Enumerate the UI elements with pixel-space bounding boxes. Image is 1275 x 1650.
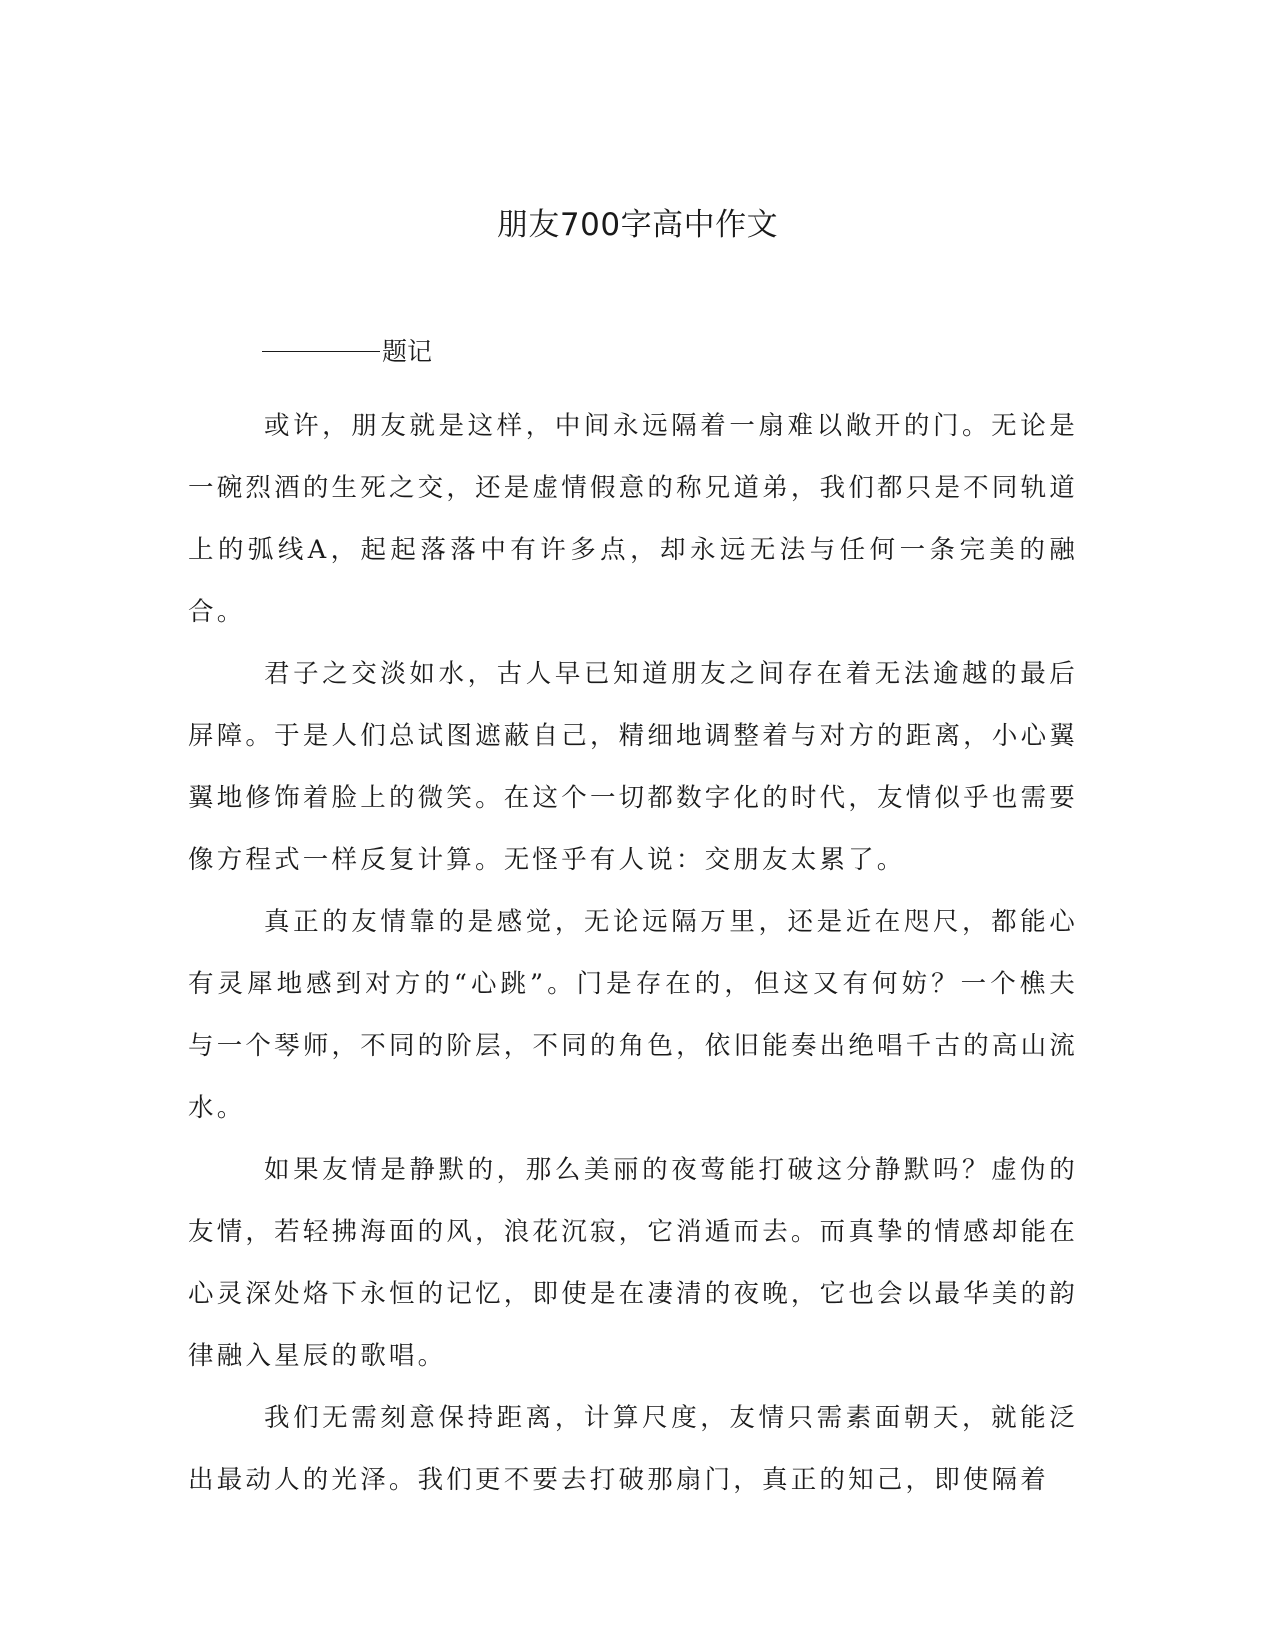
- document-body: [188, 395, 1078, 1511]
- document-title: 朋友700字高中作文: [496, 207, 779, 243]
- epigraph-label: 题记: [382, 337, 433, 366]
- epigraph: [262, 333, 432, 371]
- epigraph-dash: [262, 351, 380, 352]
- paragraph-5: 我们无需刻意保持距离，计算尺度，友情只需素面朝天，就能泛出最动人的光泽。我们更不要去打破那扇门，真正的知己，即使隔着: [188, 1403, 1078, 1495]
- paragraph-2: 君子之交淡如水，古人早已知道朋友之间存在着无法逾越的最后屏障。于是人们总试图遮蔽自己，精细地调整着与对方的距离，小心翼翼地修饰着脸上的微笑。在这个一切都数字化的时代，友情似乎也需要像方程式一样反复计算。无怪乎有人说：交朋友太累了。: [188, 659, 1078, 875]
- paragraph-1: 或许，朋友就是这样，中间永远隔着一扇难以敞开的门。无论是一碗烈酒的生死之交，还是虚情假意的称兄道弟，我们都只是不同轨道上的弧线A，起起落落中有许多点，却永远无法与任何一条完美的融合。: [188, 411, 1078, 627]
- paragraph-4: 如果友情是静默的，那么美丽的夜莺能打破这分静默吗？虚伪的友情，若轻拂海面的风，浪花沉寂，它消遁而去。而真挚的情感却能在心灵深处烙下永恒的记忆，即使是在凄清的夜晚，它也会以最华美的韵律融入星辰的歌唱。: [188, 1155, 1078, 1371]
- paragraph-3: 真正的友情靠的是感觉，无论远隔万里，还是近在咫尺，都能心有灵犀地感到对方的“心跳”。门是存在的，但这又有何妨？一个樵夫与一个琴师，不同的阶层，不同的角色，依旧能奏出绝唱千古的高山流水。: [188, 907, 1078, 1123]
